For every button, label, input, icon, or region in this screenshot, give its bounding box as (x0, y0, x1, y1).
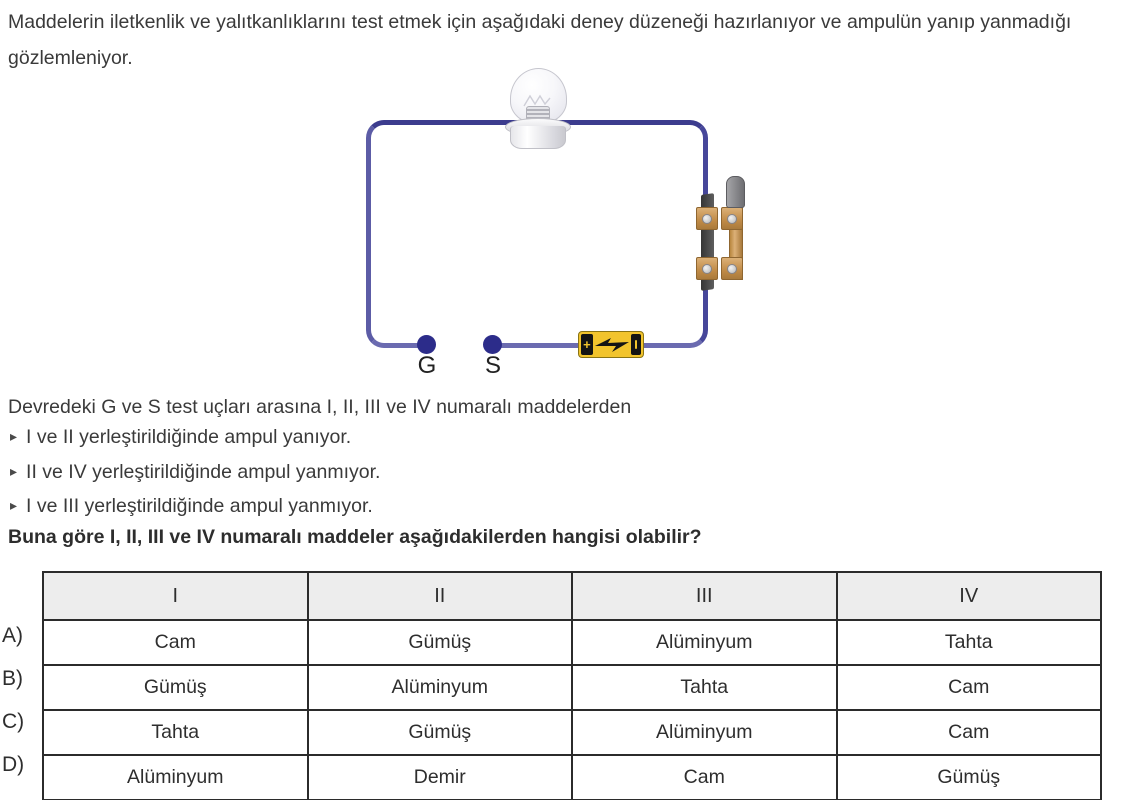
cell: Alüminyum (43, 755, 308, 800)
terminal-g-label: G (417, 352, 437, 379)
question-text: Buna göre I, II, III ve IV numaralı maddeler aşağıdakilerden hangisi olabilir? (8, 526, 702, 548)
battery-body (595, 334, 629, 355)
cell: Cam (43, 620, 308, 665)
lightning-bolt-icon (595, 336, 629, 354)
switch-clip (721, 207, 743, 230)
battery-positive-cap (581, 334, 593, 355)
statement-item (10, 495, 373, 518)
option-label-b: B) (2, 667, 23, 690)
cell: Gümüş (308, 710, 573, 755)
cell: Alüminyum (308, 665, 573, 710)
battery-icon (578, 331, 644, 358)
switch-clip (696, 207, 718, 230)
option-label-c: C) (2, 710, 25, 733)
statement-lead: Devredeki G ve S test uçları arasına I, II, III ve IV numaralı maddelerden (8, 396, 632, 418)
table-row-option-b (43, 665, 1101, 710)
triangle-bullet-icon: ▸ (10, 429, 18, 445)
table-row-option-c (43, 710, 1101, 755)
cell: Gümüş (837, 755, 1102, 800)
statement-item (10, 426, 351, 449)
switch-handle (726, 176, 745, 208)
column-header-2: II (308, 572, 573, 620)
table-row-option-d (43, 755, 1101, 800)
triangle-bullet-icon: ▸ (10, 498, 18, 514)
battery-plus-sign: + (583, 337, 591, 352)
cell: Tahta (43, 710, 308, 755)
column-header-3: III (572, 572, 837, 620)
switch-clip (696, 257, 718, 280)
bulb-filament-icon (522, 92, 552, 108)
battery-minus-mark (635, 340, 637, 349)
cell: Cam (837, 665, 1102, 710)
switch-clip (721, 257, 743, 280)
screw-icon (702, 264, 712, 274)
table-header-row (43, 572, 1101, 620)
statement-text: I ve III yerleştirildiğinde ampul yanmıyor. (26, 495, 373, 517)
cell: Gümüş (43, 665, 308, 710)
option-label-d: D) (2, 753, 25, 776)
screw-icon (702, 214, 712, 224)
battery-negative-cap (631, 334, 641, 355)
statement-item (10, 461, 380, 484)
bulb-holder (510, 126, 566, 149)
intro-paragraph: Maddelerin iletkenlik ve yalıtkanlıklarını test etmek için aşağıdaki deney düzeneği hazırlanıyor ve ampulün yanıp yanmadığı gözlemleniyor. (8, 11, 1072, 69)
cell: Alüminyum (572, 620, 837, 665)
option-label-a: A) (2, 624, 23, 647)
table-row-option-a (43, 620, 1101, 665)
screw-icon (727, 214, 737, 224)
cell: Tahta (837, 620, 1102, 665)
cell: Alüminyum (572, 710, 837, 755)
statement-text: I ve II yerleştirildiğinde ampul yanıyor. (26, 426, 352, 448)
triangle-bullet-icon: ▸ (10, 464, 18, 480)
cell: Demir (308, 755, 573, 800)
cell: Gümüş (308, 620, 573, 665)
answer-table (42, 571, 1102, 800)
cell: Tahta (572, 665, 837, 710)
column-header-1: I (43, 572, 308, 620)
terminal-s-label: S (484, 352, 501, 379)
statement-text: II ve IV yerleştirildiğinde ampul yanmıyor. (26, 461, 381, 483)
cell: Cam (572, 755, 837, 800)
cell: Cam (837, 710, 1102, 755)
circuit-wire-loop (366, 120, 708, 348)
test-gap (431, 336, 489, 352)
screw-icon (727, 264, 737, 274)
column-header-4: IV (837, 572, 1102, 620)
